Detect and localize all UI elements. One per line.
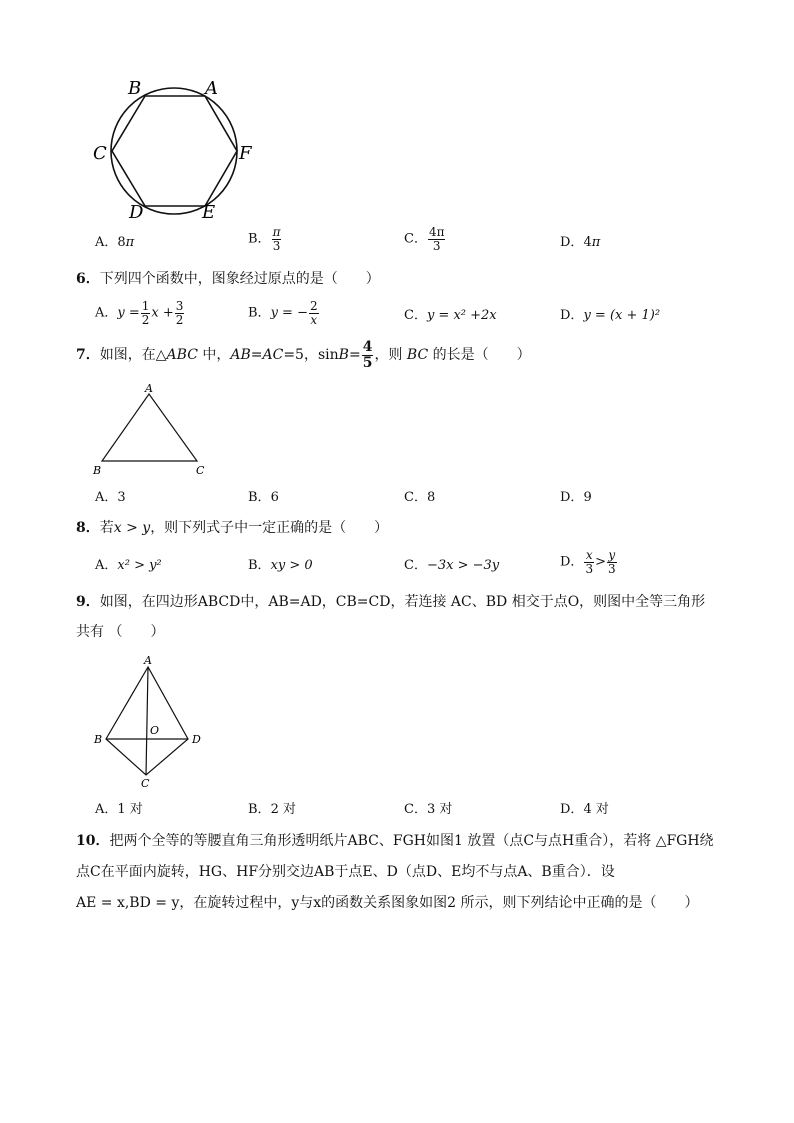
denominator: 3 <box>432 238 441 253</box>
expr: x² > y² <box>117 558 162 573</box>
option-letter: B． <box>248 490 271 505</box>
stem-part: AC <box>262 347 284 364</box>
q7-stem <box>76 340 531 370</box>
q7-option-d[interactable] <box>560 491 592 504</box>
numerator: π <box>272 225 281 239</box>
q9-option-d[interactable] <box>560 803 609 816</box>
option-letter: C． <box>404 231 427 247</box>
stem-part: 中， <box>197 347 231 364</box>
option-letter: D． <box>560 802 584 817</box>
question-number: 8． <box>76 520 100 536</box>
q5-label-d: D <box>129 202 144 223</box>
denominator: 5 <box>362 354 373 371</box>
stem-part: ABC <box>166 347 198 364</box>
q8-option-c[interactable] <box>404 559 499 572</box>
numerator: 4π <box>428 225 445 239</box>
q9-diagonal-ac <box>146 667 148 775</box>
q7-option-c[interactable] <box>404 491 435 504</box>
numerator: 4 <box>362 339 373 355</box>
option-value: 8 <box>426 490 436 505</box>
denominator: 3 <box>607 561 616 576</box>
numerator: x <box>585 548 593 562</box>
q9-label-o: O <box>150 724 160 737</box>
q5-label-a: A <box>205 78 218 99</box>
expr-part: y = <box>117 305 140 321</box>
q6-option-b[interactable] <box>248 300 320 326</box>
expr: y = x² +2x <box>426 308 497 323</box>
q9-label-d: D <box>192 733 201 746</box>
option-value: 4 对 <box>583 802 609 817</box>
q7-triangle-figure <box>88 380 213 480</box>
q8-d-frac1 <box>584 549 594 575</box>
question-text: 把两个全等的等腰直角三角形透明纸片ABC、FGH如图1 放置（点C与点H重合），若将 △FGH绕 <box>109 833 714 849</box>
question-text: 点C在平面内旋转，HG、HF分别交边AB于点E、D（点D、E均不与点A、B重合）．设 <box>76 864 615 880</box>
option-value: 9 <box>583 490 592 505</box>
denominator: 3 <box>585 561 594 576</box>
question-text: AE = x,BD = y，在旋转过程中，y与x的函数关系图象如图2 所示，则下列结论中正确的是（ ） <box>76 895 699 911</box>
q10-stem-line3 <box>76 896 699 910</box>
q7-sin-fraction <box>362 340 374 370</box>
option-value: 3 对 <box>426 802 453 817</box>
expr-part: > <box>595 554 606 570</box>
expr-part: y = − <box>270 305 308 321</box>
option-letter: C． <box>404 558 427 573</box>
q5-hexagon <box>112 96 237 206</box>
option-letter: D． <box>560 490 584 505</box>
question-text: 下列四个函数中，图象经过原点的是（ ） <box>99 271 380 287</box>
denominator: 3 <box>272 238 281 253</box>
q6-a-frac1 <box>141 300 151 326</box>
q9-option-a[interactable] <box>95 803 143 816</box>
q8-stem <box>76 521 388 535</box>
q6-a-frac2 <box>175 300 185 326</box>
q6-option-c[interactable] <box>404 309 497 322</box>
question-number: 10． <box>76 833 110 849</box>
stem-part: BC <box>406 347 429 364</box>
expr: y = (x + 1)² <box>583 308 661 323</box>
q5-hexagon-figure <box>88 74 258 224</box>
q9-label-b: B <box>94 733 103 746</box>
question-number: 9． <box>76 594 100 610</box>
option-letter: A． <box>95 802 118 817</box>
option-letter: A． <box>95 558 118 573</box>
option-letter: B． <box>248 802 271 817</box>
q7-label-a: A <box>145 382 153 395</box>
denominator: 2 <box>141 312 150 327</box>
q8-option-a[interactable] <box>95 559 162 572</box>
numerator: y <box>608 548 616 562</box>
option-value: 8 <box>117 235 126 250</box>
option-letter: D． <box>560 554 584 570</box>
option-letter: C． <box>404 490 427 505</box>
expr-part: x + <box>151 305 174 321</box>
q8-option-d[interactable] <box>560 549 618 575</box>
q6-option-a[interactable] <box>95 300 185 326</box>
option-value: 3 <box>117 490 126 505</box>
stem-part: 如图，在△ <box>99 347 167 364</box>
stem-part: ，则下列式子中一定正确的是（ ） <box>150 520 389 536</box>
q10-stem-line2 <box>76 865 615 879</box>
q5-option-b[interactable] <box>248 226 282 252</box>
q9-option-b[interactable] <box>248 803 296 816</box>
q9-stem-line2 <box>76 625 164 639</box>
q9-stem-line1 <box>76 595 705 609</box>
numerator: 2 <box>309 299 318 313</box>
option-value: 4 <box>583 235 592 250</box>
question-number: 6． <box>76 271 100 287</box>
q7-option-a[interactable] <box>95 491 126 504</box>
pi-symbol: π <box>591 235 601 250</box>
q5-label-c: C <box>93 143 107 164</box>
stem-part: 的长是（ ） <box>428 347 531 364</box>
q6-stem <box>76 272 380 286</box>
q8-d-frac2 <box>607 549 617 575</box>
stem-part: = <box>250 347 263 364</box>
pi-symbol: π <box>125 235 135 250</box>
question-number: 7． <box>76 347 100 364</box>
q5-option-d[interactable] <box>560 236 600 249</box>
option-value: 1 对 <box>117 802 143 817</box>
option-letter: C． <box>404 802 427 817</box>
expr: xy > 0 <box>270 558 313 573</box>
stem-part: ，则 <box>374 347 407 364</box>
option-value: 2 对 <box>270 802 296 817</box>
option-letter: A． <box>95 305 118 321</box>
q6-b-frac <box>309 300 319 326</box>
q6-option-d[interactable] <box>560 309 660 322</box>
stem-part: =5，sin <box>283 347 339 364</box>
q5-b-fraction <box>272 226 282 252</box>
option-letter: C． <box>404 308 427 323</box>
q5-label-f: F <box>239 143 252 164</box>
option-letter: A． <box>95 235 118 250</box>
option-letter: B． <box>248 305 271 321</box>
numerator: 3 <box>175 299 184 313</box>
q5-c-fraction <box>428 226 446 252</box>
option-letter: B． <box>248 231 271 247</box>
stem-part: x > y <box>113 520 151 536</box>
q7-label-b: B <box>93 464 102 477</box>
option-letter: D． <box>560 235 584 250</box>
stem-part: B <box>338 347 349 364</box>
q5-label-e: E <box>202 202 216 223</box>
q9-label-c: C <box>141 777 150 790</box>
q10-stem-line1 <box>76 834 714 848</box>
q5-option-a[interactable] <box>95 236 134 249</box>
stem-part: = <box>348 347 361 364</box>
stem-part: 若 <box>99 520 114 536</box>
numerator: 1 <box>141 299 150 313</box>
q5-circle <box>111 88 237 214</box>
option-value: 6 <box>270 490 279 505</box>
q9-kite-figure <box>88 650 218 790</box>
option-letter: B． <box>248 558 271 573</box>
q5-label-b: B <box>128 78 142 99</box>
expr: −3x > −3y <box>426 558 500 573</box>
question-text: 共有 （ ） <box>76 624 165 640</box>
stem-part: AB <box>230 347 251 364</box>
question-text: 如图，在四边形ABCD中，AB=AD，CB=CD，若连接 AC、BD 相交于点O，则图中全等三角形 <box>99 594 706 610</box>
q7-triangle <box>102 394 197 461</box>
option-letter: D． <box>560 308 584 323</box>
q9-option-c[interactable] <box>404 803 452 816</box>
option-letter: A． <box>95 490 118 505</box>
denominator: 2 <box>175 312 184 327</box>
q7-option-b[interactable] <box>248 491 279 504</box>
q7-label-c: C <box>196 464 205 477</box>
q9-label-a: A <box>144 654 152 667</box>
denominator: x <box>310 312 318 327</box>
q5-option-c[interactable] <box>404 226 446 252</box>
q8-option-b[interactable] <box>248 559 313 572</box>
